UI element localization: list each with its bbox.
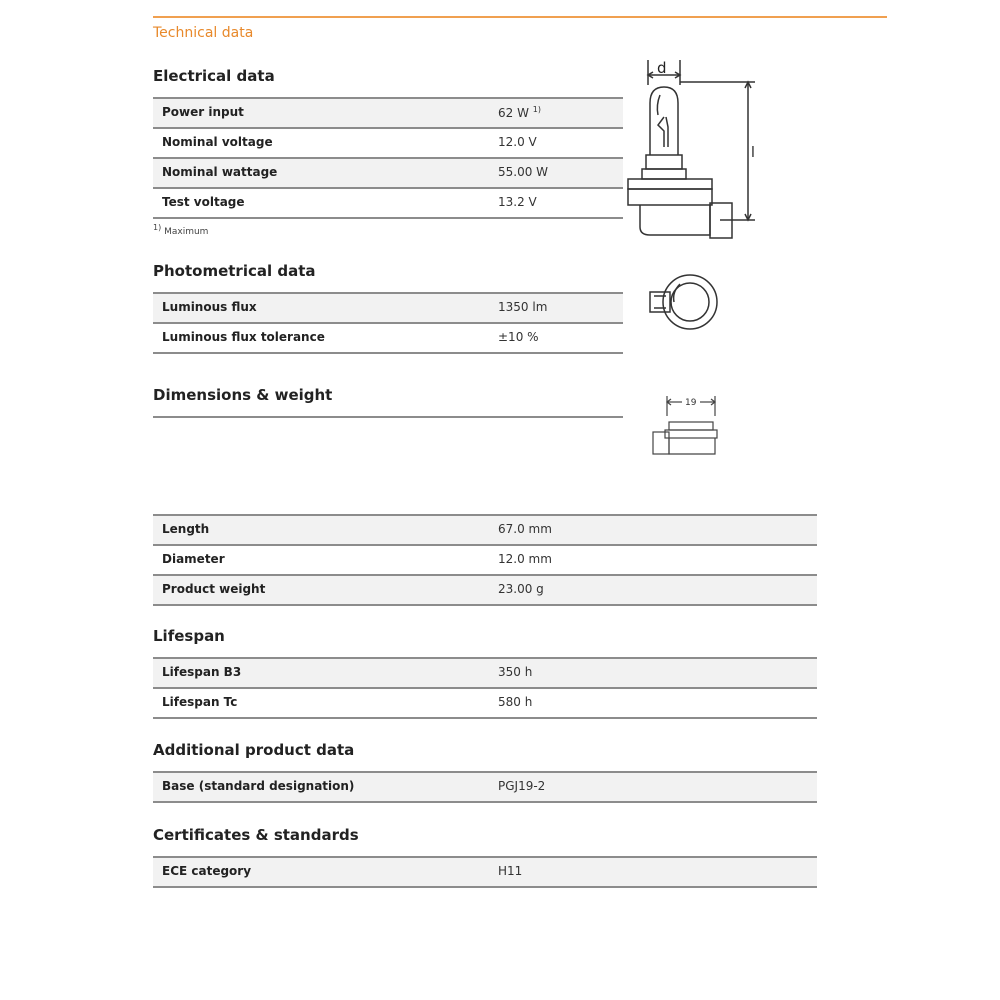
electrical-table xyxy=(153,97,623,219)
row-value: 1350 lm xyxy=(498,300,548,314)
row-value: H11 xyxy=(498,864,523,878)
row-label: Luminous flux xyxy=(162,300,257,314)
row-value: 13.2 V xyxy=(498,195,537,209)
row-label: Length xyxy=(162,522,210,536)
section-title-dimensions: Dimensions & weight xyxy=(153,386,333,404)
table-row xyxy=(153,856,817,888)
table-row xyxy=(153,159,623,189)
row-value: 23.00 g xyxy=(498,582,544,596)
table-row xyxy=(153,546,817,576)
base-width-drawing xyxy=(645,390,730,460)
table-row xyxy=(153,689,817,719)
section-title-additional: Additional product data xyxy=(153,741,355,759)
dimension-d-label: d xyxy=(657,59,667,77)
dimension-l-label: l xyxy=(751,145,755,161)
row-label: Power input xyxy=(162,105,244,119)
bulb-side-drawing xyxy=(620,55,765,245)
row-label: Lifespan B3 xyxy=(162,665,242,679)
base-front-drawing xyxy=(640,270,725,335)
row-label: Diameter xyxy=(162,552,225,566)
row-value: 62 W $^{1)}$ xyxy=(498,105,541,120)
section-title-lifespan: Lifespan xyxy=(153,627,225,645)
footnote: $^{1)}$ Maximum xyxy=(153,223,209,237)
row-value: 12.0 V xyxy=(498,135,537,149)
section-title-photometrical: Photometrical data xyxy=(153,262,316,280)
table-row xyxy=(153,292,623,324)
dimension-19-label: 19 xyxy=(685,398,697,408)
row-label: ECE category xyxy=(162,864,252,878)
lifespan-table xyxy=(153,657,817,719)
row-value: 67.0 mm xyxy=(498,522,552,536)
row-label: Product weight xyxy=(162,582,266,596)
row-value: 350 h xyxy=(498,665,533,679)
footnote-ref: 1) xyxy=(532,105,541,114)
section-rule xyxy=(153,416,623,418)
row-label: Base (standard designation) xyxy=(162,779,355,793)
table-row xyxy=(153,576,817,606)
row-label: Nominal wattage xyxy=(162,165,278,179)
row-label: Lifespan Tc xyxy=(162,695,238,709)
dimensions-table xyxy=(153,514,817,606)
table-row xyxy=(153,657,817,689)
page-title: Technical data xyxy=(153,25,254,41)
table-row xyxy=(153,324,623,354)
photometrical-table xyxy=(153,292,623,354)
certificates-table xyxy=(153,856,817,888)
header-rule xyxy=(153,16,887,18)
section-title-electrical: Electrical data xyxy=(153,67,275,85)
row-value: 12.0 mm xyxy=(498,552,552,566)
row-label: Test voltage xyxy=(162,195,245,209)
table-row xyxy=(153,189,623,219)
row-label: Luminous flux tolerance xyxy=(162,330,325,344)
table-row xyxy=(153,771,817,803)
table-row xyxy=(153,129,623,159)
section-title-certificates: Certificates & standards xyxy=(153,826,359,844)
table-row xyxy=(153,97,623,129)
row-value: 580 h xyxy=(498,695,533,709)
row-value: 55.00 W xyxy=(498,165,549,179)
row-value: PGJ19-2 xyxy=(498,779,546,793)
row-value: ±10 % xyxy=(498,330,539,344)
row-label: Nominal voltage xyxy=(162,135,273,149)
table-row xyxy=(153,514,817,546)
additional-table xyxy=(153,771,817,803)
